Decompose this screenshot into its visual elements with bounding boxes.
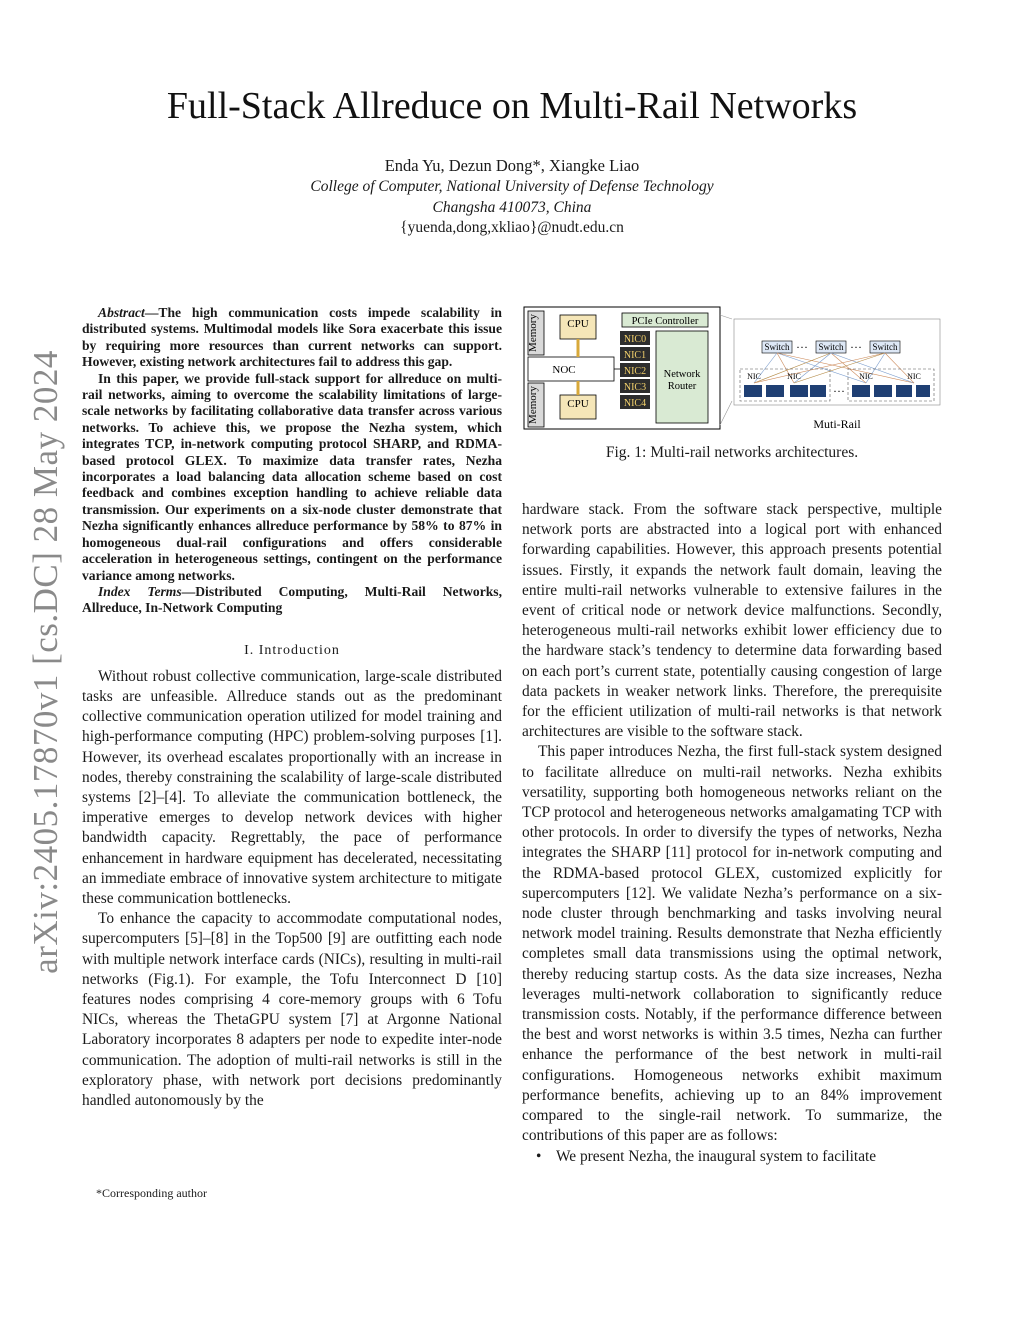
server-5 bbox=[852, 385, 870, 397]
affiliation-location: Changsha 410073, China bbox=[432, 199, 592, 216]
index-terms-label: Index Terms bbox=[98, 583, 182, 599]
right-column bbox=[522, 500, 942, 1167]
nic-label-1: NIC bbox=[747, 372, 761, 381]
abstract-label: Abstract bbox=[98, 305, 145, 320]
memory-bottom-label: Memory bbox=[527, 386, 539, 424]
abstract bbox=[82, 305, 502, 617]
server-7 bbox=[896, 385, 912, 397]
server-3 bbox=[790, 385, 808, 397]
pcie-controller-label: PCIe Controller bbox=[631, 316, 699, 327]
figure-1-diagram bbox=[522, 305, 942, 445]
nic2-label: NIC2 bbox=[623, 366, 647, 377]
abstract-paragraph-1: —The high communication costs impede scalability in distributed systems. Multimodal models like Sora exacerbate this issue by requiring more resources than current networks can support. However, existing network architectures fail to address this gap. bbox=[82, 305, 502, 370]
switch-2-label: Switch bbox=[818, 342, 844, 352]
server-2 bbox=[766, 385, 784, 397]
memory-top-label: Memory bbox=[527, 314, 539, 352]
nic1-label: NIC1 bbox=[623, 350, 647, 361]
author-email: {yuenda,dong,xkliao}@nudt.edu.cn bbox=[400, 219, 624, 236]
contribution-text: We present Nezha, the inaugural system to facilitate bbox=[556, 1147, 877, 1165]
multi-rail-label: Muti-Rail bbox=[813, 417, 861, 431]
bullet-icon: • bbox=[536, 1147, 542, 1165]
abstract-paragraph-2: In this paper, we provide full-stack support for allreduce on multi-rail networks, aiming to overcome the scalability limitations of large-scale networks by facilitating collaborative data transfer across various networks. To achieve this, we propose the Nezha system, which integrates TCP, in-network computing protocol SHARP, and RDMA-based protocol GLEX. To maximize data transfer rates, Nezha incorporates a load balancing data allocation scheme based on cost feedback and combines exception handling to achieve reliable data transmission. Our experiments on a six-node cluster demonstrate that Nezha significantly enhances allreduce performance by 58% to 87% in homogeneous dual-rail configurations and offers considerable acceleration in heterogeneous settings, contingent on the performance variance among networks. bbox=[82, 370, 502, 583]
zoom-line-top bbox=[720, 315, 732, 319]
nic-label-3: NIC bbox=[859, 372, 873, 381]
index-terms: —Distributed Computing, Multi-Rail Networks, Allreduce, In-Network Computing bbox=[82, 583, 502, 616]
figure-1-caption: Fig. 1: Multi-rail networks architectures. bbox=[605, 444, 859, 461]
affiliation: College of Computer, National University of Defense Technology bbox=[310, 178, 714, 195]
server-8 bbox=[916, 385, 930, 397]
cpu-bottom-label: CPU bbox=[567, 398, 589, 410]
arxiv-identifier-stamp: arXiv:2405.17870v1 [cs.DC] 28 May 2024 bbox=[26, 350, 65, 974]
node-ellipsis: ··· bbox=[833, 384, 845, 398]
server-6 bbox=[874, 385, 892, 397]
switch-nic-links bbox=[754, 353, 914, 383]
intro-paragraph-1: Without robust collective communication, large-scale distributed tasks are unfeasible. Allreduce stands out as the predominant collective communication operation utilized for model training and high-performance computing (HPC) problem-solving purposes [1]. However, its overhead escalates proportionally with an increase in nodes, thereby constraining the scalability of large-scale distributed systems [2]–[4]. To alleviate the communication bottleneck, the imperative emerges to develop network devices with higher bandwidth capacity. Regrettably, the pace of performance enhancement in hardware equipment has decelerated, necessitating an immediate embrace of innovative system architecture to mitigate these communication bottlenecks. bbox=[82, 667, 502, 907]
switch-ellipsis-2: ··· bbox=[850, 340, 862, 354]
noc-label: NOC bbox=[552, 364, 576, 376]
cpu-top-label: CPU bbox=[567, 318, 589, 330]
router-label-line2: Router bbox=[667, 381, 697, 392]
switch-1-label: Switch bbox=[764, 342, 790, 352]
right-paragraph-1: hardware stack. From the software stack perspective, multiple network ports are abstracted into a logical port with enhanced forwarding capabilities. However, this approach presents potential issues. Firstly, it expands the network fault domain, leaving the entire multi-rail networks vulnerable to extensive failures in the event of critical node or network device malfunctions. Secondly, heterogeneous multi-rail networks exhibit lower efficiency due to the hardware stack’s tendency to determine data forwarding based on each port’s current state, potentially causing congestion of large data packets in weaker network links. Therefore, the prerequisite for the efficient utilization of multi-rail networks is that network architectures are visible to the software stack. bbox=[522, 501, 942, 741]
nic-label-2: NIC bbox=[787, 372, 801, 381]
contribution-list-item bbox=[522, 1147, 942, 1167]
left-column bbox=[82, 305, 502, 1111]
nic0-label: NIC0 bbox=[623, 334, 647, 345]
right-paragraph-2: This paper introduces Nezha, the first full-stack system designed to facilitate allreduce on multi-rail networks. Nezha exhibits versatility, supporting both homogeneous networks reliant on the TCP protocol and heterogeneous networks amalgamating TCP with other protocols. In order to diversify the types of networks, Nezha integrates the SHARP [11] protocol for in-network computing and the RDMA-based protocol GLEX, customized explicitly for supercomputers [12]. We validate Nezha’s performance on a six-node cluster through benchmarking and tasks involving neural network model training. Results demonstrate that Nezha efficiently completes small data transmissions using the optimal network, thereby reducing startup costs. As the data size increases, Nezha leverages multi-network collaboration to significantly reduce transmission costs. Notably, if the performance difference between the best and worst networks is within 3.5 times, Nezha can further enhance the performance of the best network in multi-rail configurations. Homogeneous networks exhibit maximum performance benefits, achieving up to an 84% improvement compared to the single-rail network. To summarize, the contributions of this paper are as follows: bbox=[522, 743, 942, 1145]
figure-1 bbox=[522, 305, 942, 465]
author-list: Enda Yu, Dezun Dong*, Xiangke Liao bbox=[384, 156, 640, 175]
server-4 bbox=[810, 385, 826, 397]
section-heading-introduction: I. Introduction bbox=[244, 642, 340, 658]
router-label-line1: Network bbox=[663, 369, 701, 380]
server-1 bbox=[744, 385, 762, 397]
switch-ellipsis-1: ··· bbox=[796, 340, 808, 354]
nic4-label: NIC4 bbox=[623, 398, 647, 409]
introduction-body bbox=[82, 667, 502, 1111]
nic-label-4: NIC bbox=[907, 372, 921, 381]
intro-paragraph-2: To enhance the capacity to accommodate computational nodes, supercomputers [5]–[8] in the Top500 [9] are outfitting each node with multiple network interface cards (NICs), resulting in multi-rail networks (Fig.1). For example, the Tofu Interconnect D [10] features nodes comprising 4 core-memory groups with 6 Tofu NICs, whereas the ThetaGPU system [7] at Argonne National Laboratory incorporates 8 adapters per node to expedite inter-node communication. The adoption of multi-rail networks is still in the exploratory phase, with network port decisions predominantly handled autonomously by the bbox=[82, 910, 502, 1109]
nic3-label: NIC3 bbox=[623, 382, 647, 393]
switch-3-label: Switch bbox=[872, 342, 898, 352]
zoom-line-bottom bbox=[720, 401, 732, 425]
footnote: *Corresponding author bbox=[96, 1186, 207, 1200]
paper-title: Full-Stack Allreduce on Multi-Rail Networks bbox=[166, 85, 858, 127]
